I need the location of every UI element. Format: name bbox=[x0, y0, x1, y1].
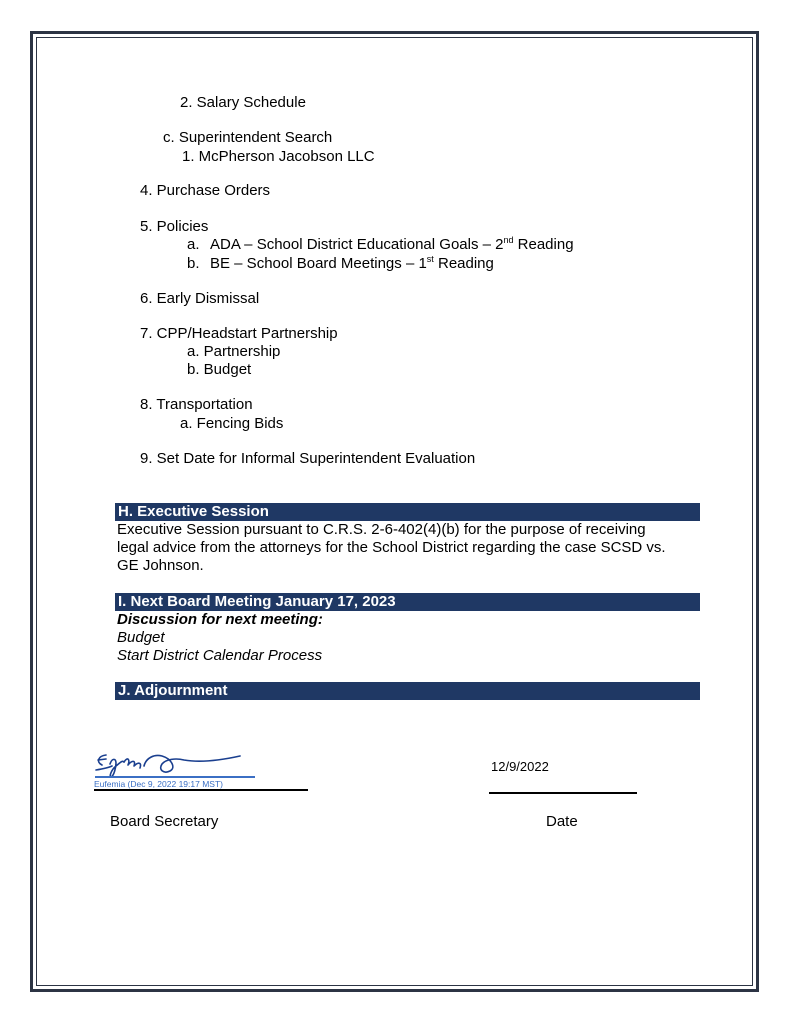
policy-a-sup: nd bbox=[503, 235, 514, 245]
section-h-line2: legal advice from the attorneys for the School District regarding the case SCSD vs. bbox=[117, 539, 666, 556]
section-i-item-budget: Budget bbox=[117, 629, 165, 646]
section-j-header: J. Adjournment bbox=[115, 682, 700, 700]
agenda-early-dismissal: 6. Early Dismissal bbox=[140, 290, 260, 307]
agenda-set-date: 9. Set Date for Informal Superintendent Evaluation bbox=[140, 450, 476, 467]
policy-a-text: ADA – School District Educational Goals – 2 bbox=[210, 236, 504, 253]
agenda-cpp-a: a. Partnership bbox=[187, 343, 281, 360]
handwritten-signature bbox=[92, 746, 252, 780]
agenda-cpp-b: b. Budget bbox=[187, 361, 252, 378]
policy-b-text: BE – School Board Meetings – 1 bbox=[210, 255, 427, 272]
agenda-superintendent-search: c. Superintendent Search bbox=[163, 129, 333, 146]
signature-caption: Eufemia (Dec 9, 2022 19:17 MST) bbox=[94, 779, 223, 789]
policy-b bbox=[210, 255, 494, 273]
policy-a-suffix: Reading bbox=[513, 236, 574, 253]
agenda-mcpherson: 1. McPherson Jacobson LLC bbox=[182, 148, 375, 165]
secretary-signature-line bbox=[94, 789, 308, 791]
agenda-policies: 5. Policies bbox=[140, 218, 209, 235]
agenda-transportation: 8. Transportation bbox=[140, 396, 253, 413]
agenda-cpp: 7. CPP/Headstart Partnership bbox=[140, 325, 338, 342]
section-i-discussion: Discussion for next meeting: bbox=[117, 611, 323, 628]
section-h-body bbox=[117, 521, 697, 575]
agenda-salary-schedule: 2. Salary Schedule bbox=[180, 94, 306, 111]
section-h-header: H. Executive Session bbox=[115, 503, 700, 521]
board-secretary-label: Board Secretary bbox=[110, 813, 219, 830]
date-label: Date bbox=[546, 813, 578, 830]
date-value: 12/9/2022 bbox=[491, 759, 549, 774]
policy-a-marker: a. bbox=[187, 236, 200, 253]
date-line bbox=[489, 792, 637, 794]
section-i-body bbox=[117, 611, 697, 665]
policy-b-marker: b. bbox=[187, 255, 200, 272]
agenda-purchase-orders: 4. Purchase Orders bbox=[140, 182, 271, 199]
section-h-line3: GE Johnson. bbox=[117, 557, 204, 574]
policy-a bbox=[210, 236, 574, 254]
policy-b-suffix: Reading bbox=[433, 255, 494, 272]
policy-b-sup: st bbox=[426, 254, 434, 264]
section-h-line1: Executive Session pursuant to C.R.S. 2-6-402(4)(b) for the purpose of receiving bbox=[117, 521, 646, 538]
signature-underline-blue bbox=[95, 776, 255, 778]
section-i-header: I. Next Board Meeting January 17, 2023 bbox=[115, 593, 700, 611]
section-i-item-calendar: Start District Calendar Process bbox=[117, 647, 323, 664]
agenda-transportation-a: a. Fencing Bids bbox=[180, 415, 284, 432]
